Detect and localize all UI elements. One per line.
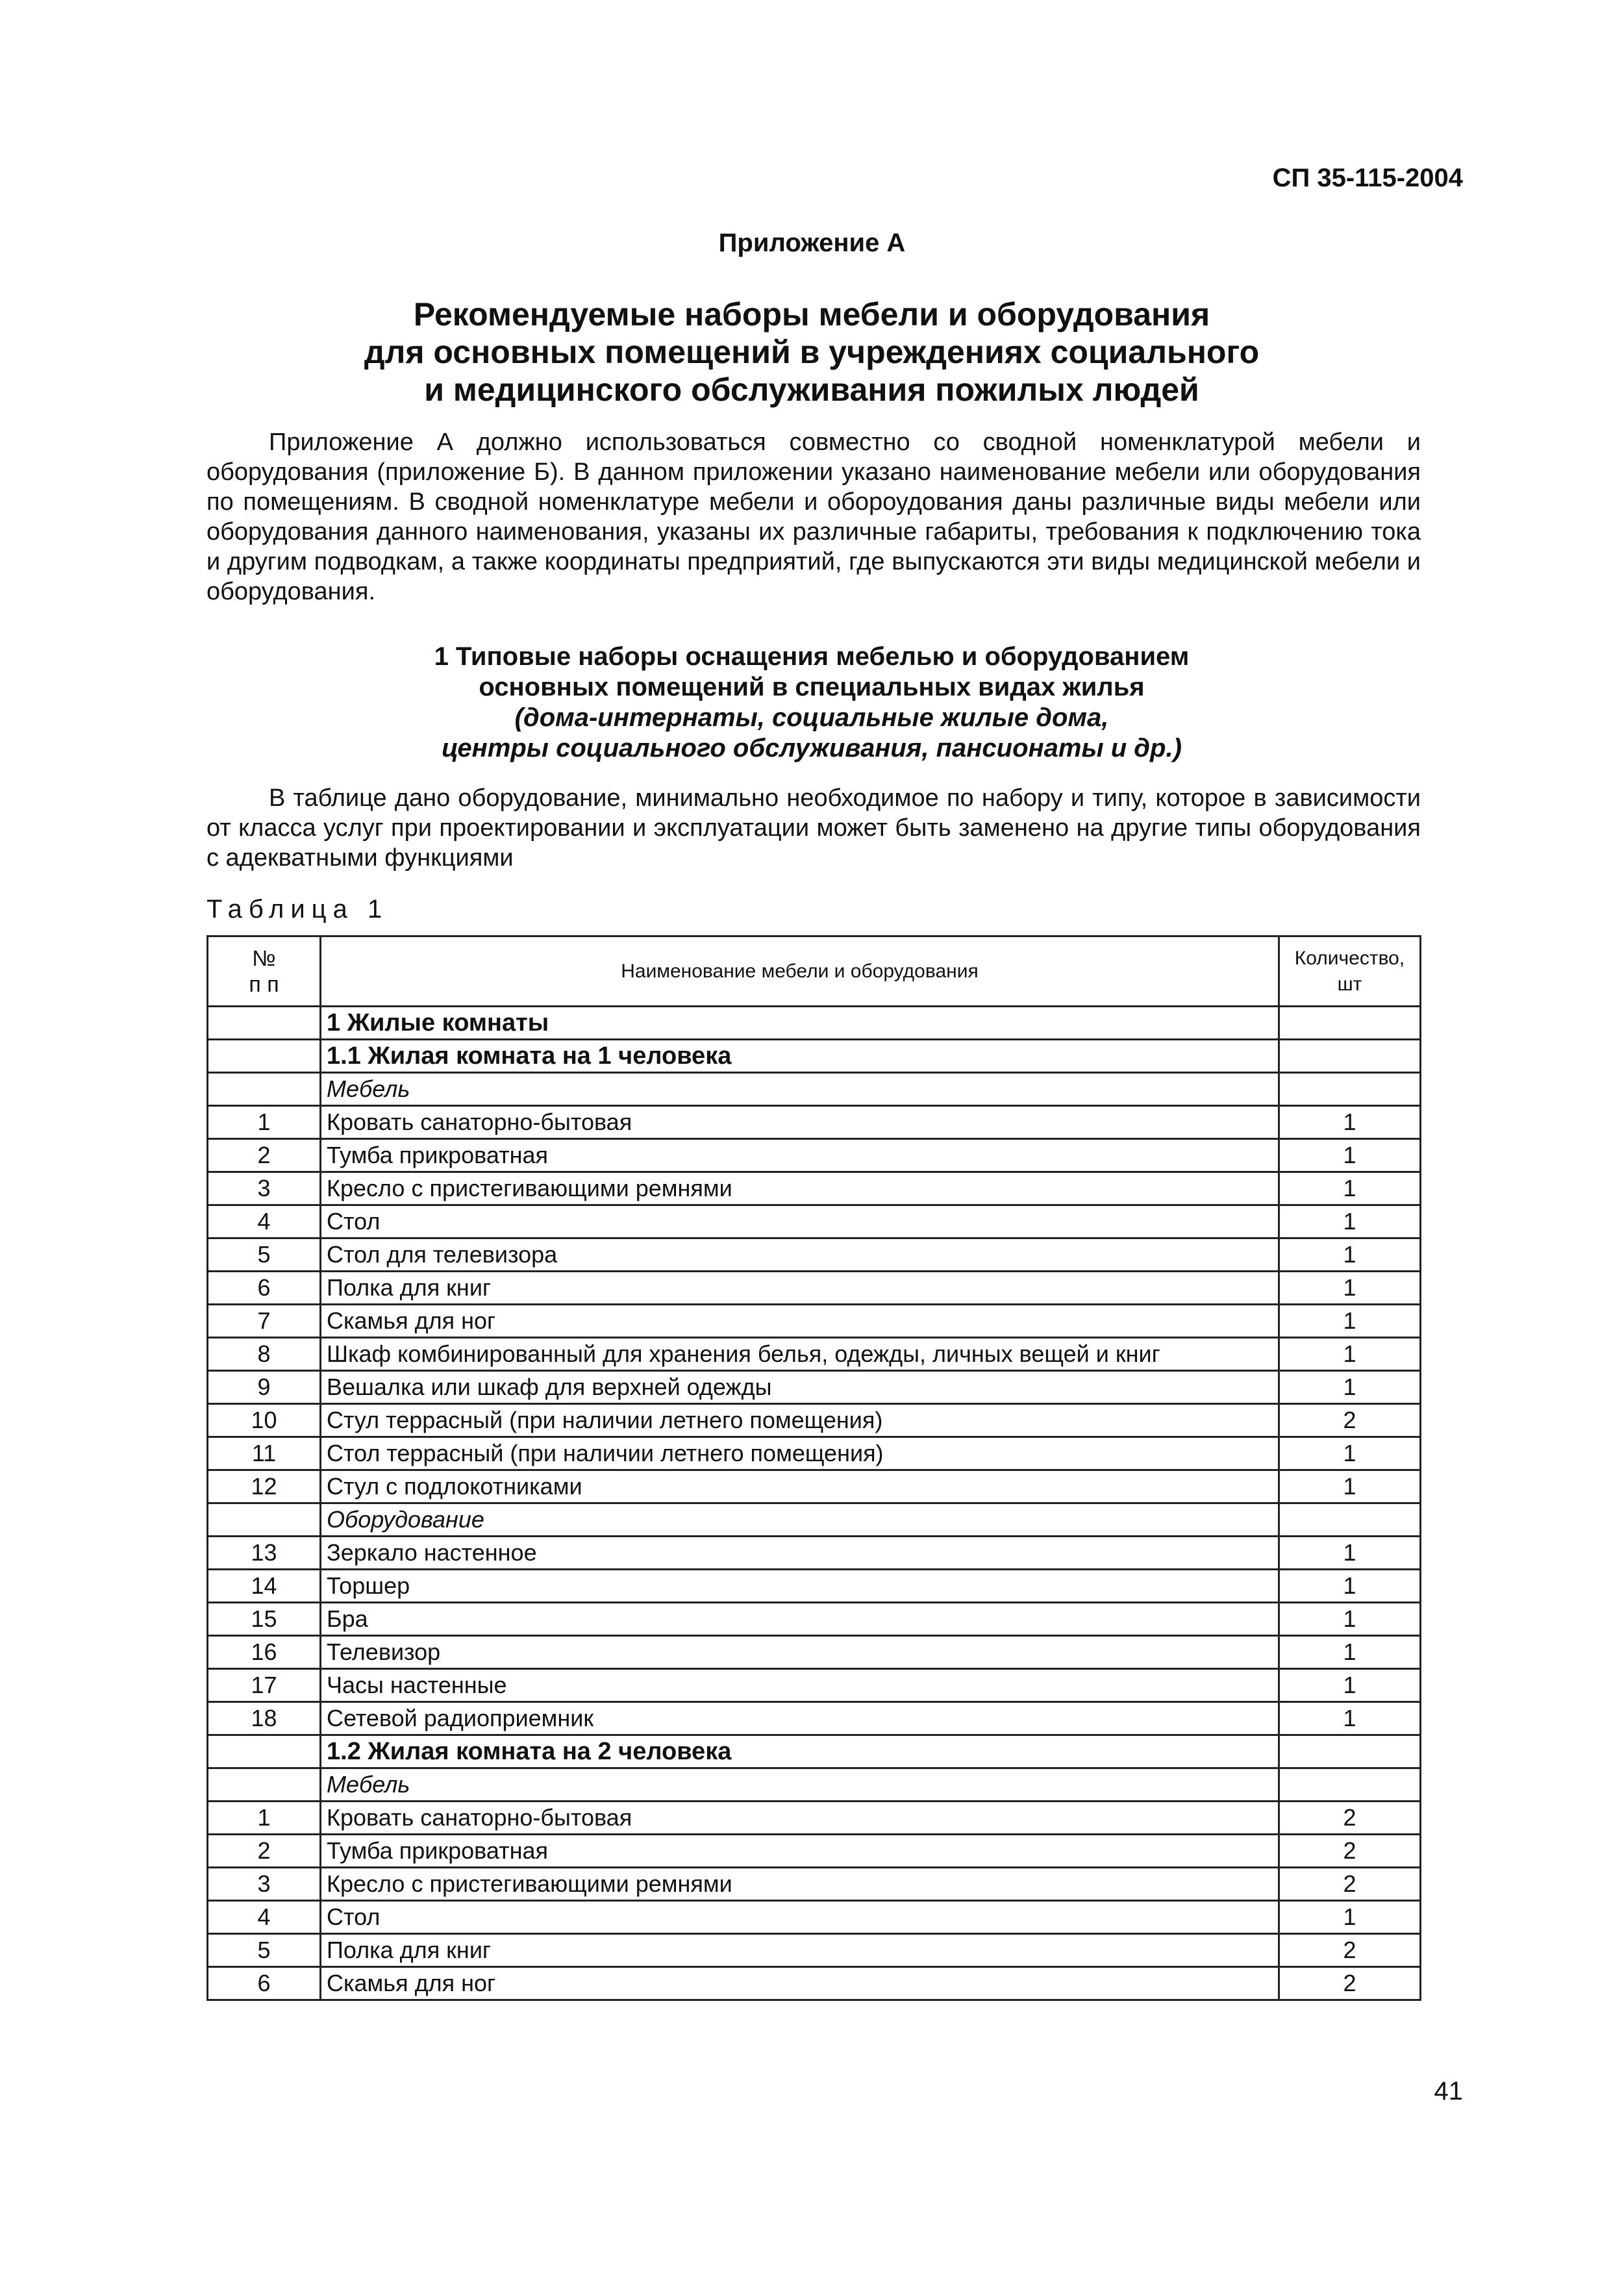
- header-quantity-label: Количество,: [1294, 947, 1405, 969]
- row-number: [208, 1007, 321, 1040]
- table-row: [208, 1007, 1421, 1040]
- page-number: 41: [1434, 2077, 1463, 2105]
- appendix-title-line-2: для основных помещений в учреждениях социального: [364, 334, 1260, 370]
- row-name: Вешалка или шкаф для верхней одежды: [321, 1371, 1279, 1404]
- appendix-title: [260, 295, 1364, 408]
- row-name: Полка для книг: [321, 1934, 1279, 1967]
- table-row: [208, 1106, 1421, 1139]
- row-name: Бра: [321, 1603, 1279, 1636]
- table-row: [208, 1768, 1421, 1802]
- row-number: 3: [208, 1172, 321, 1205]
- row-quantity: 2: [1279, 1934, 1421, 1967]
- appendix-label: Приложение А: [718, 229, 906, 257]
- row-name: Сетевой радиоприемник: [321, 1702, 1279, 1735]
- section-heading-line-2: основных помещений в специальных видах жилья: [479, 673, 1145, 701]
- table-row: [208, 1238, 1421, 1272]
- appendix-title-line-3: и медицинского обслуживания пожилых людей: [424, 371, 1199, 408]
- header-number-abbr: п п: [249, 972, 279, 997]
- table-row: [208, 1404, 1421, 1437]
- row-number: 12: [208, 1470, 321, 1503]
- row-quantity: 1: [1279, 1669, 1421, 1702]
- row-quantity: 1: [1279, 1205, 1421, 1238]
- row-name: Тумба прикроватная: [321, 1139, 1279, 1172]
- row-name: 1.1 Жилая комната на 1 человека: [321, 1040, 1279, 1073]
- header-number: [208, 936, 321, 1007]
- row-number: 11: [208, 1437, 321, 1470]
- table-row: [208, 1305, 1421, 1338]
- row-quantity: 1: [1279, 1305, 1421, 1338]
- table-row: [208, 1603, 1421, 1636]
- row-quantity: 1: [1279, 1470, 1421, 1503]
- row-number: 15: [208, 1603, 321, 1636]
- row-quantity: 2: [1279, 1868, 1421, 1901]
- table-row: [208, 1503, 1421, 1537]
- row-quantity: 2: [1279, 1835, 1421, 1868]
- table-row: [208, 1669, 1421, 1702]
- row-name: Стол для телевизора: [321, 1238, 1279, 1272]
- row-number: 5: [208, 1238, 321, 1272]
- table-row: [208, 1934, 1421, 1967]
- row-name: Тумба прикроватная: [321, 1835, 1279, 1868]
- row-quantity: 1: [1279, 1238, 1421, 1272]
- row-name: 1 Жилые комнаты: [321, 1007, 1279, 1040]
- row-number: 4: [208, 1205, 321, 1238]
- row-name: Кровать санаторно-бытовая: [321, 1106, 1279, 1139]
- table-row: [208, 1272, 1421, 1305]
- table-row: [208, 1802, 1421, 1835]
- row-number: [208, 1503, 321, 1537]
- row-name: Оборудование: [321, 1503, 1279, 1537]
- table-row: [208, 1835, 1421, 1868]
- row-number: 13: [208, 1537, 321, 1570]
- table-intro-paragraph: В таблице дано оборудование, минимально необходимое по набору и типу, которое в зависимости от класса услуг при проектировании и эксплуатации может быть заменено на другие типы оборудования с адекватными функциями: [206, 785, 1421, 872]
- row-name: Мебель: [321, 1073, 1279, 1106]
- table-row: [208, 1139, 1421, 1172]
- table-row: [208, 1040, 1421, 1073]
- row-quantity: 1: [1279, 1570, 1421, 1603]
- table-row: [208, 1868, 1421, 1901]
- row-number: 17: [208, 1669, 321, 1702]
- section-heading-line-4: центры социального обслуживания, пансионаты и др.): [442, 734, 1182, 762]
- row-name: Полка для книг: [321, 1272, 1279, 1305]
- section-heading: [260, 642, 1364, 764]
- row-quantity: 1: [1279, 1437, 1421, 1470]
- row-name: Шкаф комбинированный для хранения белья, одежды, личных вещей и книг: [321, 1338, 1279, 1371]
- table-row: [208, 1437, 1421, 1470]
- row-number: [208, 1768, 321, 1802]
- row-number: 4: [208, 1901, 321, 1934]
- table-row: [208, 1371, 1421, 1404]
- row-number: [208, 1735, 321, 1768]
- row-quantity: 1: [1279, 1272, 1421, 1305]
- row-number: 6: [208, 1272, 321, 1305]
- row-name: Мебель: [321, 1768, 1279, 1802]
- appendix-title-line-1: Рекомендуемые наборы мебели и оборудования: [413, 296, 1210, 333]
- table-row: [208, 1636, 1421, 1669]
- header-number-symbol: №: [252, 946, 276, 971]
- row-number: 6: [208, 1967, 321, 2000]
- row-quantity: 1: [1279, 1636, 1421, 1669]
- furniture-table: [206, 935, 1421, 2001]
- row-number: 2: [208, 1835, 321, 1868]
- row-number: 14: [208, 1570, 321, 1603]
- row-quantity: 1: [1279, 1901, 1421, 1934]
- row-quantity: 1: [1279, 1338, 1421, 1371]
- row-number: 18: [208, 1702, 321, 1735]
- row-number: 1: [208, 1106, 321, 1139]
- row-number: [208, 1073, 321, 1106]
- row-number: 5: [208, 1934, 321, 1967]
- row-name: Кресло с пристегивающими ремнями: [321, 1868, 1279, 1901]
- document-code: СП 35-115-2004: [1272, 164, 1463, 192]
- row-number: 1: [208, 1802, 321, 1835]
- row-name: Стул террасный (при наличии летнего помещения): [321, 1404, 1279, 1437]
- section-heading-line-3: (дома-интернаты, социальные жилые дома,: [514, 703, 1109, 732]
- row-quantity: 2: [1279, 1967, 1421, 2000]
- row-quantity: 1: [1279, 1537, 1421, 1570]
- row-quantity: 1: [1279, 1139, 1421, 1172]
- row-number: 16: [208, 1636, 321, 1669]
- row-number: 8: [208, 1338, 321, 1371]
- header-name: Наименование мебели и оборудования: [321, 936, 1279, 1007]
- row-name: Торшер: [321, 1570, 1279, 1603]
- row-name: Часы настенные: [321, 1669, 1279, 1702]
- table-row: [208, 1205, 1421, 1238]
- row-quantity: 1: [1279, 1702, 1421, 1735]
- row-quantity: 1: [1279, 1172, 1421, 1205]
- table-row: [208, 1570, 1421, 1603]
- header-quantity: [1279, 936, 1421, 1007]
- table-row: [208, 1470, 1421, 1503]
- row-number: 9: [208, 1371, 321, 1404]
- row-name: Кровать санаторно-бытовая: [321, 1802, 1279, 1835]
- header-quantity-unit: шт: [1337, 973, 1362, 995]
- row-name: Кресло с пристегивающими ремнями: [321, 1172, 1279, 1205]
- table-row: [208, 1073, 1421, 1106]
- table-row: [208, 1702, 1421, 1735]
- row-quantity: [1279, 1073, 1421, 1106]
- row-name: Стул с подлокотниками: [321, 1470, 1279, 1503]
- table-caption: Таблица 1: [206, 895, 389, 923]
- row-name: Телевизор: [321, 1636, 1279, 1669]
- row-number: 7: [208, 1305, 321, 1338]
- row-number: 10: [208, 1404, 321, 1437]
- row-quantity: [1279, 1768, 1421, 1802]
- table-header-row: [208, 936, 1421, 1007]
- row-name: Стол: [321, 1205, 1279, 1238]
- row-name: Стол террасный (при наличии летнего помещения): [321, 1437, 1279, 1470]
- row-quantity: 1: [1279, 1371, 1421, 1404]
- row-quantity: [1279, 1503, 1421, 1537]
- row-quantity: 1: [1279, 1106, 1421, 1139]
- row-number: 3: [208, 1868, 321, 1901]
- table-row: [208, 1537, 1421, 1570]
- row-name: Зеркало настенное: [321, 1537, 1279, 1570]
- row-quantity: [1279, 1007, 1421, 1040]
- table-row: [208, 1172, 1421, 1205]
- table-row: [208, 1338, 1421, 1371]
- row-number: [208, 1040, 321, 1073]
- row-name: Скамья для ног: [321, 1305, 1279, 1338]
- row-quantity: 1: [1279, 1603, 1421, 1636]
- table-row: [208, 1967, 1421, 2000]
- row-quantity: 2: [1279, 1404, 1421, 1437]
- row-quantity: 2: [1279, 1802, 1421, 1835]
- row-name: 1.2 Жилая комната на 2 человека: [321, 1735, 1279, 1768]
- table-row: [208, 1901, 1421, 1934]
- row-name: Стол: [321, 1901, 1279, 1934]
- row-quantity: [1279, 1040, 1421, 1073]
- row-name: Скамья для ног: [321, 1967, 1279, 2000]
- row-number: 2: [208, 1139, 321, 1172]
- intro-paragraph: Приложение А должно использоваться совместно со сводной номенклатурой мебели и оборудования (приложение Б). В данном приложении указано наименование мебели или оборудования по помещениям. В сводной номенклатуре мебели и обороудования даны различные виды мебели или оборудования данного наименования, указаны их различные габариты, требования к подключению тока и другим подводкам, а также координаты предприятий, где выпускаются эти виды медицинской мебели и оборудования.: [206, 429, 1421, 605]
- table-row: [208, 1735, 1421, 1768]
- section-heading-line-1: 1 Типовые наборы оснащения мебелью и оборудованием: [434, 642, 1190, 671]
- row-quantity: [1279, 1735, 1421, 1768]
